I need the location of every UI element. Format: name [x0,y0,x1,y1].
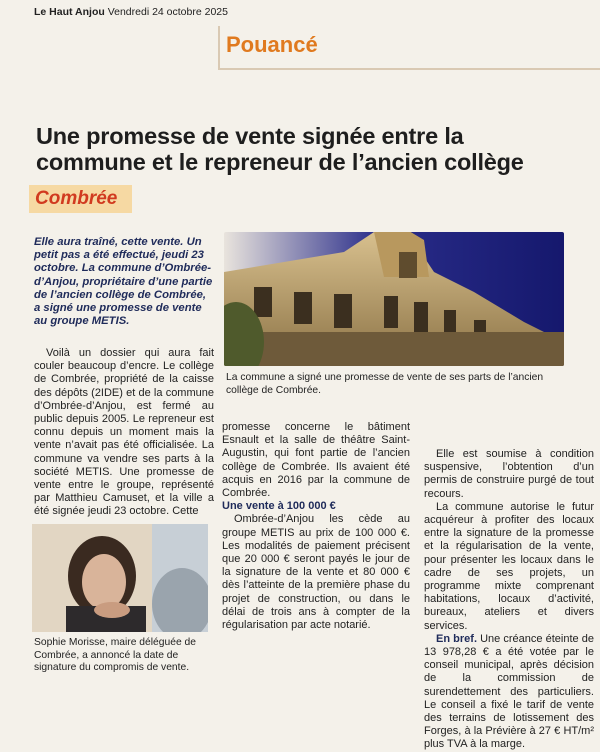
mayor-photo [32,524,208,632]
issue-date: Vendredi 24 octobre 2025 [107,6,228,18]
section-label: Pouancé [226,32,318,57]
subheading: Une vente à 100 000 € [222,500,336,513]
column-1 [34,347,214,519]
brief-paragraph [424,633,594,752]
mayor-caption: Sophie Morisse, maire déléguée de Combrée, a annoncé la date de signature du compromis de vente. [34,637,196,673]
paragraph: La commune autorise le futur acquéreur à profiter des locaux entre la signature de la promesse et la régularisation de la vente, pour présenter les locaux dans le cadre de ses projets, un programme mixte comprenant habitations, locaux d’activité, bureaux, ateliers et divers services. [424,500,594,632]
paper-name: Le Haut Anjou [34,6,105,18]
paragraph: Elle est soumise à condition suspensive, l’obtention d’un permis de construire purgé de tout recours. [424,448,594,500]
building-caption: La commune a signé une promesse de vente de ses parts de l’ancien collège de Combrée. [226,372,544,396]
brief-text: Une créance éteinte de 13 978,28 € a été votée par le conseil municipal, après décision de la commission de surendettement des particuliers. Le conseil a fixé le tarif de vente des terrains de lotissement des Forges, à la Prévière à 27 € HT/m² plus TVA à la marge. [424,632,594,751]
masthead [34,6,228,18]
paragraph: promesse concerne le bâtiment Esnault et la salle de théâtre Saint-Augustin, qui font partie de l’ancien collège de Combrée. Ils avaient été acquis en 2016 par la commune de Combrée. [222,421,410,500]
college-building-photo [224,232,564,366]
paragraph: Ombrée-d’Anjou les cède au groupe METIS au prix de 100 000 €. Les modalités de paiement précisent que 20 000 € seront payés le jour de la signature de la vente et 80 000 € dès l’atteinte de la première phase du projet de construction, ou dans le délai de trois ans à compter de la régularisation par acte notarié. [222,513,410,632]
column-3 [424,448,594,752]
article-headline: Une promesse de vente signée entre la commune et le repreneur de l’ancien collège [36,123,524,175]
paragraph: Voilà un dossier qui aura fait couler beaucoup d’encre. Le collège de Combrée, propriété de la caisse des dépôts (2IDE) et de la commune d’Ombrée-d’Anjou, est fermé au public depuis 2005. Le repreneur est connu depuis un moment mais la vente n’avait pas été officialisée. La commune va vendre ses parts à la société METIS. Une promesse de vente entre le groupe, représenté par Matthieu Camuset, et la ville a été signée jeudi 23 octobre. Cette [34,347,214,518]
column-2 [222,421,410,632]
town-label: Combrée [35,188,118,209]
brief-lead: En bref. [436,632,477,645]
article-lead: Elle aura traîné, cette vente. Un petit pas a été effectué, jeudi 23 octobre. La commune d’Ombrée-d’Anjou, propriétaire d’une partie de l’ancien collège de Combrée, a signé une promesse de vente au groupe METIS. [34,236,213,328]
